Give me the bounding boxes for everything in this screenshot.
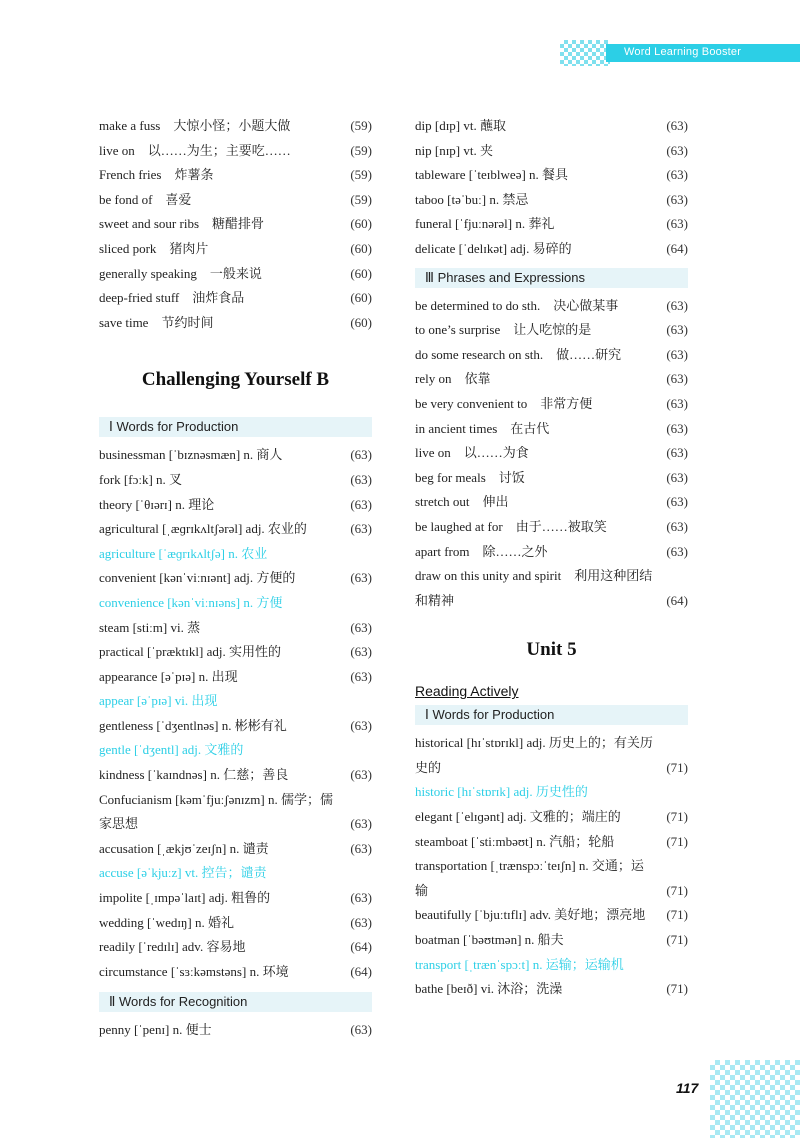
- vocab-entry: delicate [ˈdelɪkət] adj. 易碎的 (64): [415, 240, 688, 256]
- phrase-entry: be determined to do sth. 决心做某事 (63): [415, 297, 688, 313]
- phrase-entry: be laughed at for 由于……被取笑 (63): [415, 518, 688, 534]
- vocab-entry: circumstance [ˈsɜːkəmstəns] n. 环境 (64): [99, 963, 372, 979]
- phrase-entry: rely on 依靠 (63): [415, 371, 688, 387]
- phrase-entry: in ancient times 在古代 (63): [415, 420, 688, 436]
- vocab-entry: readily [ˈredɪlɪ] adv. 容易地 (64): [99, 939, 372, 955]
- corner-mosaic-decoration: [710, 1060, 800, 1138]
- vocab-entry: steamboat [ˈstiːmbəʊt] n. 汽船；轮船 (71): [415, 833, 688, 849]
- page-number: 117: [676, 1080, 699, 1096]
- section-bar-production: Ⅰ Words for Production: [99, 417, 372, 437]
- vocab-entry: Confucianism [kəmˈfjuːʃənɪzm] n. 儒学；儒家思想 (63): [99, 791, 372, 832]
- phrase-list: [415, 294, 688, 614]
- vocab-entry: sliced pork 猪肉片 (60): [99, 240, 372, 256]
- unit-heading: Unit 5: [526, 639, 577, 661]
- phrase-entry: apart from 除……之外 (63): [415, 543, 688, 559]
- vocab-entry: sweet and sour ribs 糖醋排骨 (60): [99, 216, 372, 232]
- vocab-entry: elegant [ˈelɪɡənt] adj. 文雅的；端庄的 (71): [415, 809, 688, 825]
- vocab-entry: nip [nɪp] vt. 夹 (63): [415, 142, 688, 158]
- derived-word-entry: historic [hɪˈstɒrɪk] adj. 历史性的: [415, 784, 588, 800]
- phrase-entry: beg for meals 讨饭 (63): [415, 469, 688, 485]
- vocab-entry: appearance [əˈpɪə] n. 出现 (63): [99, 668, 372, 684]
- derived-word-entry: accuse [əˈkjuːz] vt. 控告；谴责: [99, 865, 267, 881]
- vocab-entry: bathe [beɪð] vi. 沐浴；洗澡 (71): [415, 981, 688, 997]
- derived-word-entry: agriculture [ˈæɡrɪkʌltʃə] n. 农业: [99, 545, 268, 561]
- section-bar-production-unit5: Ⅰ Words for Production: [415, 705, 688, 725]
- vocab-entry: penny [ˈpenɪ] n. 便士 (63): [99, 1022, 372, 1038]
- vocab-entry: deep-fried stuff 油炸食品 (60): [99, 290, 372, 306]
- production-word-list-unit5: [415, 731, 688, 1002]
- vocab-entry: practical [ˈpræktɪkl] adj. 实用性的 (63): [99, 644, 372, 660]
- vocab-entry: convenient [kənˈviːnɪənt] adj. 方便的 (63): [99, 570, 372, 586]
- vocab-entry: taboo [təˈbuː] n. 禁忌 (63): [415, 191, 688, 207]
- vocab-entry: tableware [ˈteɪblweə] n. 餐具 (63): [415, 167, 688, 183]
- vocab-entry: boatman [ˈbəʊtmən] n. 船夫 (71): [415, 932, 688, 948]
- derived-word-entry: gentle [ˈdʒentl] adj. 文雅的: [99, 742, 244, 758]
- right-column: [415, 114, 688, 1002]
- phrase-entry: do some research on sth. 做……研究 (63): [415, 346, 688, 362]
- vocab-entry: gentleness [ˈdʒentlnəs] n. 彬彬有礼 (63): [99, 717, 372, 733]
- vocab-entry: impolite [ˌɪmpəˈlaɪt] adj. 粗鲁的 (63): [99, 890, 372, 906]
- vocab-entry: funeral [ˈfjuːnərəl] n. 葬礼 (63): [415, 216, 688, 232]
- phrase-entry: stretch out 伸出 (63): [415, 494, 688, 510]
- vocab-entry: businessman [ˈbɪznəsmæn] n. 商人 (63): [99, 447, 372, 463]
- vocab-entry: dip [dɪp] vt. 蘸取 (63): [415, 118, 688, 133]
- vocab-entry: beautifully [ˈbjuːtɪflɪ] adv. 美好地；漂亮地 (71): [415, 907, 688, 923]
- vocab-entry: agricultural [ˌæɡrɪkʌltʃərəl] adj. 农业的 (63): [99, 521, 372, 537]
- vocab-entry: be fond of 喜爱 (59): [99, 191, 372, 207]
- phrase-entry: draw on this unity and spirit 利用这种团结和精神 (64): [415, 568, 688, 608]
- vocab-entry: French fries 炸薯条 (59): [99, 167, 372, 183]
- vocab-entry: save time 节约时间 (60): [99, 314, 372, 330]
- section-bar-recognition: Ⅱ Words for Recognition: [99, 992, 372, 1012]
- vocab-entry: fork [fɔːk] n. 叉 (63): [99, 471, 372, 487]
- banner-mosaic-decoration: [560, 40, 610, 66]
- vocab-entry: theory [ˈθɪərɪ] n. 理论 (63): [99, 496, 372, 512]
- phrase-entry: to one’s surprise 让人吃惊的是 (63): [415, 322, 688, 338]
- recognition-word-list: [99, 1018, 372, 1043]
- vocab-entry: generally speaking 一般来说 (60): [99, 265, 372, 281]
- derived-word-entry: transport [ˌtrænˈspɔːt] n. 运输；运输机: [415, 956, 624, 972]
- vocab-entry: historical [hɪˈstɒrɪkl] adj. 历史上的；有关历史的 (71): [415, 735, 688, 775]
- production-word-list: [99, 443, 372, 984]
- phrase-list-top-left: [99, 114, 372, 335]
- reading-actively-label: Reading Actively: [415, 683, 519, 700]
- vocab-entry: wedding [ˈwedɪŋ] n. 婚礼 (63): [99, 914, 372, 930]
- vocab-entry: steam [stiːm] vi. 蒸 (63): [99, 619, 372, 635]
- derived-word-entry: convenience [kənˈviːnɪəns] n. 方便: [99, 594, 283, 610]
- vocab-entry: make a fuss 大惊小怪；小题大做 (59): [99, 118, 372, 133]
- vocab-entry: accusation [ˌækjʊˈzeɪʃn] n. 谴责 (63): [99, 840, 372, 856]
- section-heading: Challenging Yourself B: [141, 369, 330, 391]
- phrase-entry: live on 以……为食 (63): [415, 445, 688, 461]
- vocab-entry: transportation [ˌtrænspɔːˈteɪʃn] n. 交通；运输 (71): [415, 858, 688, 898]
- vocab-entry: kindness [ˈkaɪndnəs] n. 仁慈；善良 (63): [99, 767, 372, 783]
- word-list-top-right: [415, 114, 688, 262]
- vocab-entry: live on 以……为生；主要吃…… (59): [99, 142, 372, 158]
- banner-label: Word Learning Booster: [624, 46, 742, 58]
- derived-word-entry: appear [əˈpɪə] vi. 出现: [99, 693, 218, 709]
- header-banner: [560, 40, 800, 66]
- phrase-entry: be very convenient to 非常方便 (63): [415, 395, 688, 411]
- section-bar-phrases: Ⅲ Phrases and Expressions: [415, 268, 688, 288]
- left-column: [99, 114, 372, 1043]
